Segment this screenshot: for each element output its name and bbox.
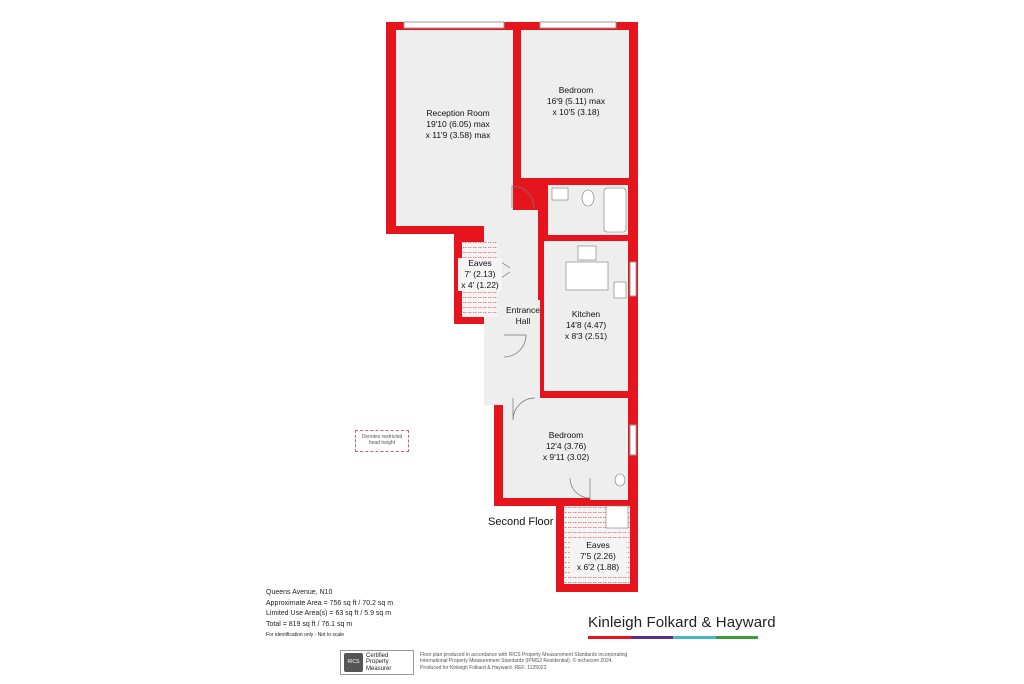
room-dim-1: 7' (2.13) xyxy=(464,269,496,279)
footer-line-2: International Property Measurement Standards (IPMS2 Residential). © nichecom 2024. xyxy=(420,658,613,665)
bedroom-1-label xyxy=(530,85,622,118)
room-dim-2: x 10'5 (3.18) xyxy=(552,107,600,117)
hob xyxy=(578,246,596,260)
room-name: Eaves xyxy=(586,540,610,550)
eaves-1-label xyxy=(458,258,502,291)
room-name: Bedroom xyxy=(558,85,594,95)
brand-stripes xyxy=(588,636,758,639)
rics-text xyxy=(366,653,391,673)
basin xyxy=(552,188,568,200)
footer-note xyxy=(420,652,627,671)
room-dim-1: 16'9 (5.11) max xyxy=(546,96,606,106)
limited-use-area: Limited Use Area(s) = 63 sq ft / 5.9 sq m xyxy=(266,610,392,617)
stripe-teal xyxy=(673,636,716,639)
room-name: Kitchen xyxy=(571,309,601,319)
room-dim-1: 7'5 (2.26) xyxy=(580,551,616,561)
rics-line-1: Certified xyxy=(366,652,389,659)
bedroom-2-label xyxy=(530,430,602,463)
room-name: Reception Room xyxy=(426,108,490,118)
toilet xyxy=(582,190,594,206)
reception-room-label xyxy=(410,108,506,141)
room-dim-2: x 6'2 (1.88) xyxy=(576,562,620,572)
room-dim-2: x 9'11 (3.02) xyxy=(542,452,590,462)
room-dim-2: x 11'9 (3.58) max xyxy=(425,130,491,140)
address: Queens Avenue, N10 xyxy=(266,589,333,596)
room-name: Eaves xyxy=(468,258,492,268)
identification-note: For identification only - Not to scale xyxy=(266,632,345,638)
rics-logo-icon: RICS xyxy=(344,653,363,672)
window-bedroom-2 xyxy=(630,425,636,455)
approx-area: Approximate Area = 756 sq ft / 70.2 sq m xyxy=(266,599,394,607)
eaves-2-label xyxy=(570,540,626,573)
rics-badge xyxy=(340,650,414,675)
total-area: Total = 819 sq ft / 76.1 sq m xyxy=(266,620,353,628)
room-dim-2: x 8'3 (2.51) xyxy=(564,331,608,341)
footer-line-1: Floor plan produced in accordance with RICS Property Measurement Standards incorporating xyxy=(420,652,628,658)
window-kitchen xyxy=(630,262,636,296)
room-name: Entrance xyxy=(505,305,541,315)
room-name-2: Hall xyxy=(515,316,531,326)
stripe-green xyxy=(716,636,759,639)
window-reception xyxy=(404,22,504,28)
brand-name: Kinleigh Folkard & Hayward xyxy=(588,614,776,631)
room-dim-1: 19'10 (6.05) max xyxy=(426,119,490,129)
hall-label xyxy=(500,305,546,327)
bath xyxy=(604,188,626,232)
shower xyxy=(606,506,628,528)
stripe-red xyxy=(588,636,631,639)
room-name: Bedroom xyxy=(548,430,584,440)
rics-line-3: Measurer xyxy=(366,665,392,672)
restricted-height-legend xyxy=(355,430,409,452)
window-bedroom-1 xyxy=(540,22,616,28)
stripe-purple xyxy=(631,636,674,639)
sink xyxy=(614,282,626,298)
room-dim-1: 12'4 (3.76) xyxy=(545,441,587,451)
kitchen-label xyxy=(554,309,618,342)
kitchen-worktop xyxy=(566,262,608,290)
property-info xyxy=(266,588,393,641)
rics-line-2: Property xyxy=(366,659,389,666)
room-dim-2: x 4' (1.22) xyxy=(461,280,499,290)
legend-line-1: Denotes restricted xyxy=(361,434,403,440)
footer-line-3: Produced for Kinleigh Folkard & Hayward. REF: 1125023 xyxy=(420,664,547,671)
room-dim-1: 14'8 (4.47) xyxy=(565,320,607,330)
floor-label: Second Floor xyxy=(488,516,554,528)
ensuite-toilet xyxy=(615,474,625,486)
legend-line-2: head height xyxy=(368,440,396,446)
